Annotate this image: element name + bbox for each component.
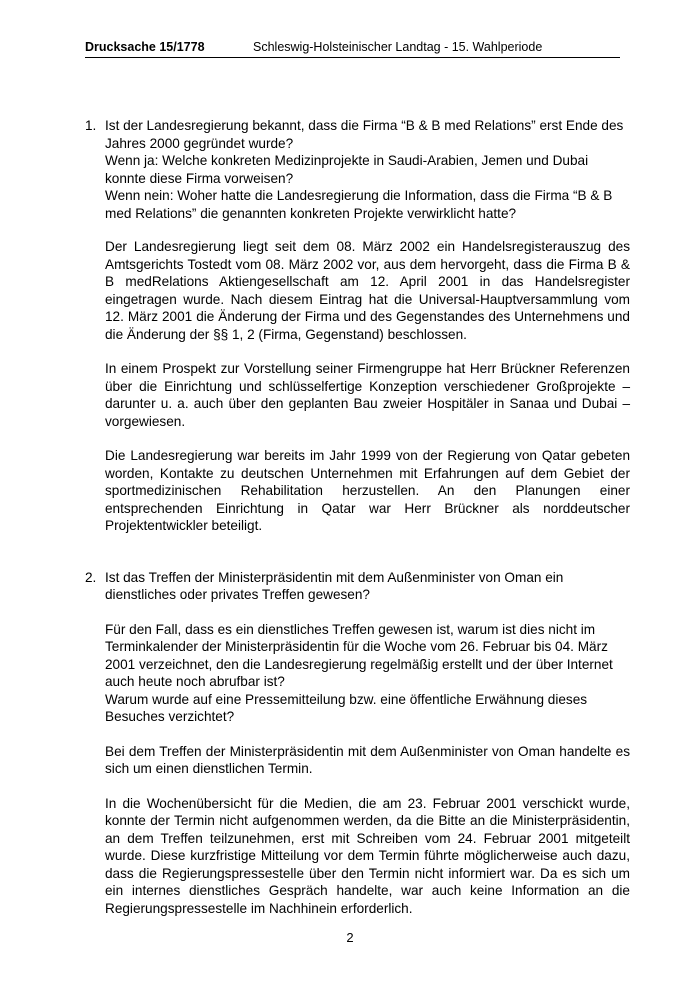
page-header: [85, 37, 620, 58]
question-text: [105, 569, 630, 604]
page-number: 2: [346, 930, 354, 945]
answer-paragraph: Bei dem Treffen der Ministerpräsidentin mit dem Außenminister von Oman handelte es sich um einen dienstlichen Termin.: [105, 743, 630, 776]
answer-paragraph: Die Landesregierung war bereits im Jahr 1999 von der Regierung von Qatar gebeten worden, Kontakte zu deutschen Unternehmen mit Erfahrungen auf dem Gebiet der sportmedizinischen Rehabilitation herzustellen. An den Planungen einer entsprechenden Einrichtung in Qatar war Herr Brückner als norddeutscher Projektentwickler beteiligt.: [105, 448, 630, 533]
answer-paragraph: Der Landesregierung liegt seit dem 08. März 2002 ein Handelsregisterauszug des Amtsgerichts Tostedt vom 08. März 2002 vor, aus dem hervorgeht, dass die Firma B & B medRelations Aktiengesellschaft am 12. April 2001 in das Handelsregister eingetragen wurde. Nach diesem Eintrag hat die Universal-Hauptversammlung vom 12. März 2001 die Änderung der Firma und des Gegenstandes des Unternehmens und die Änderung der §§ 1, 2 (Firma, Gegenstand) beschlossen.: [105, 239, 630, 342]
item-number: 2.: [85, 569, 97, 585]
question-text: [105, 117, 630, 222]
question-item-2: [85, 569, 630, 918]
answer-paragraph: In einem Prospekt zur Vorstellung seiner Firmengruppe hat Herr Brückner Referenzen über die Einrichtung und schlüsselfertige Konzeption verschiedener Großprojekte – darunter u. a. auch über den geplanten Bau zweier Hospitäler in Sanaa und Dubai – vorgewiesen.: [105, 361, 630, 429]
answer-text: [105, 238, 630, 535]
question-item-1: [85, 117, 630, 535]
document-number: Drucksache 15/1778: [85, 40, 205, 54]
answer-text: [105, 743, 630, 918]
answer-paragraph: In die Wochenübersicht für die Medien, die am 23. Februar 2001 verschickt wurde, konnte der Termin nicht aufgenommen werden, da die Bitte an die Ministerpräsidentin, an dem Treffen teilzunehmen, erst mit Schreiben vom 24. Februar 2001 mitgeteilt wurde. Diese kurzfristige Mitteilung vor dem Termin führte möglicherweise auch dazu, dass die Regierungspressestelle über den Termin nicht informiert war. Da es sich um ein internes dienstliches Gespräch handelte, war auch keine Information an die Regierungspressestelle im Nachhinein erforderlich.: [105, 795, 630, 916]
item-number: 1.: [85, 118, 97, 133]
parliament-title: Schleswig-Holsteinischer Landtag - 15. Wahlperiode: [253, 40, 543, 54]
question-line: Ist der Landesregierung bekannt, dass die Firma “B & B med Relations” erst Ende des Jahres 2000 gegründet wurde?: [105, 118, 624, 151]
question-line: Warum wurde auf eine Pressemitteilung bzw. eine öffentliche Erwähnung dieses Besuches verzichtet?: [105, 691, 588, 724]
question-line: Wenn nein: Woher hatte die Landesregierung die Information, dass die Firma “B & B med Relations” die genannten konkreten Projekte verwirklicht hatte?: [105, 188, 613, 221]
question-line: Für den Fall, dass es ein dienstliches Treffen gewesen ist, warum ist dies nicht im Terminkalender der Ministerpräsidentin für die Woche vom 26. Februar bis 04. März 2001 verzeichnet, den die Landesregierung regelmäßig erstellt und der über Internet auch heute noch abrufbar ist?: [105, 621, 613, 689]
question-line: Wenn ja: Welche konkreten Medizinprojekte in Saudi-Arabien, Jemen und Dubai konnte diese Firma vorweisen?: [105, 153, 589, 186]
question-line: Ist das Treffen der Ministerpräsidentin mit dem Außenminister von Oman ein dienstliches oder privates Treffen gewesen?: [105, 569, 564, 602]
question-followup: [105, 621, 630, 726]
document-body: [85, 117, 630, 917]
